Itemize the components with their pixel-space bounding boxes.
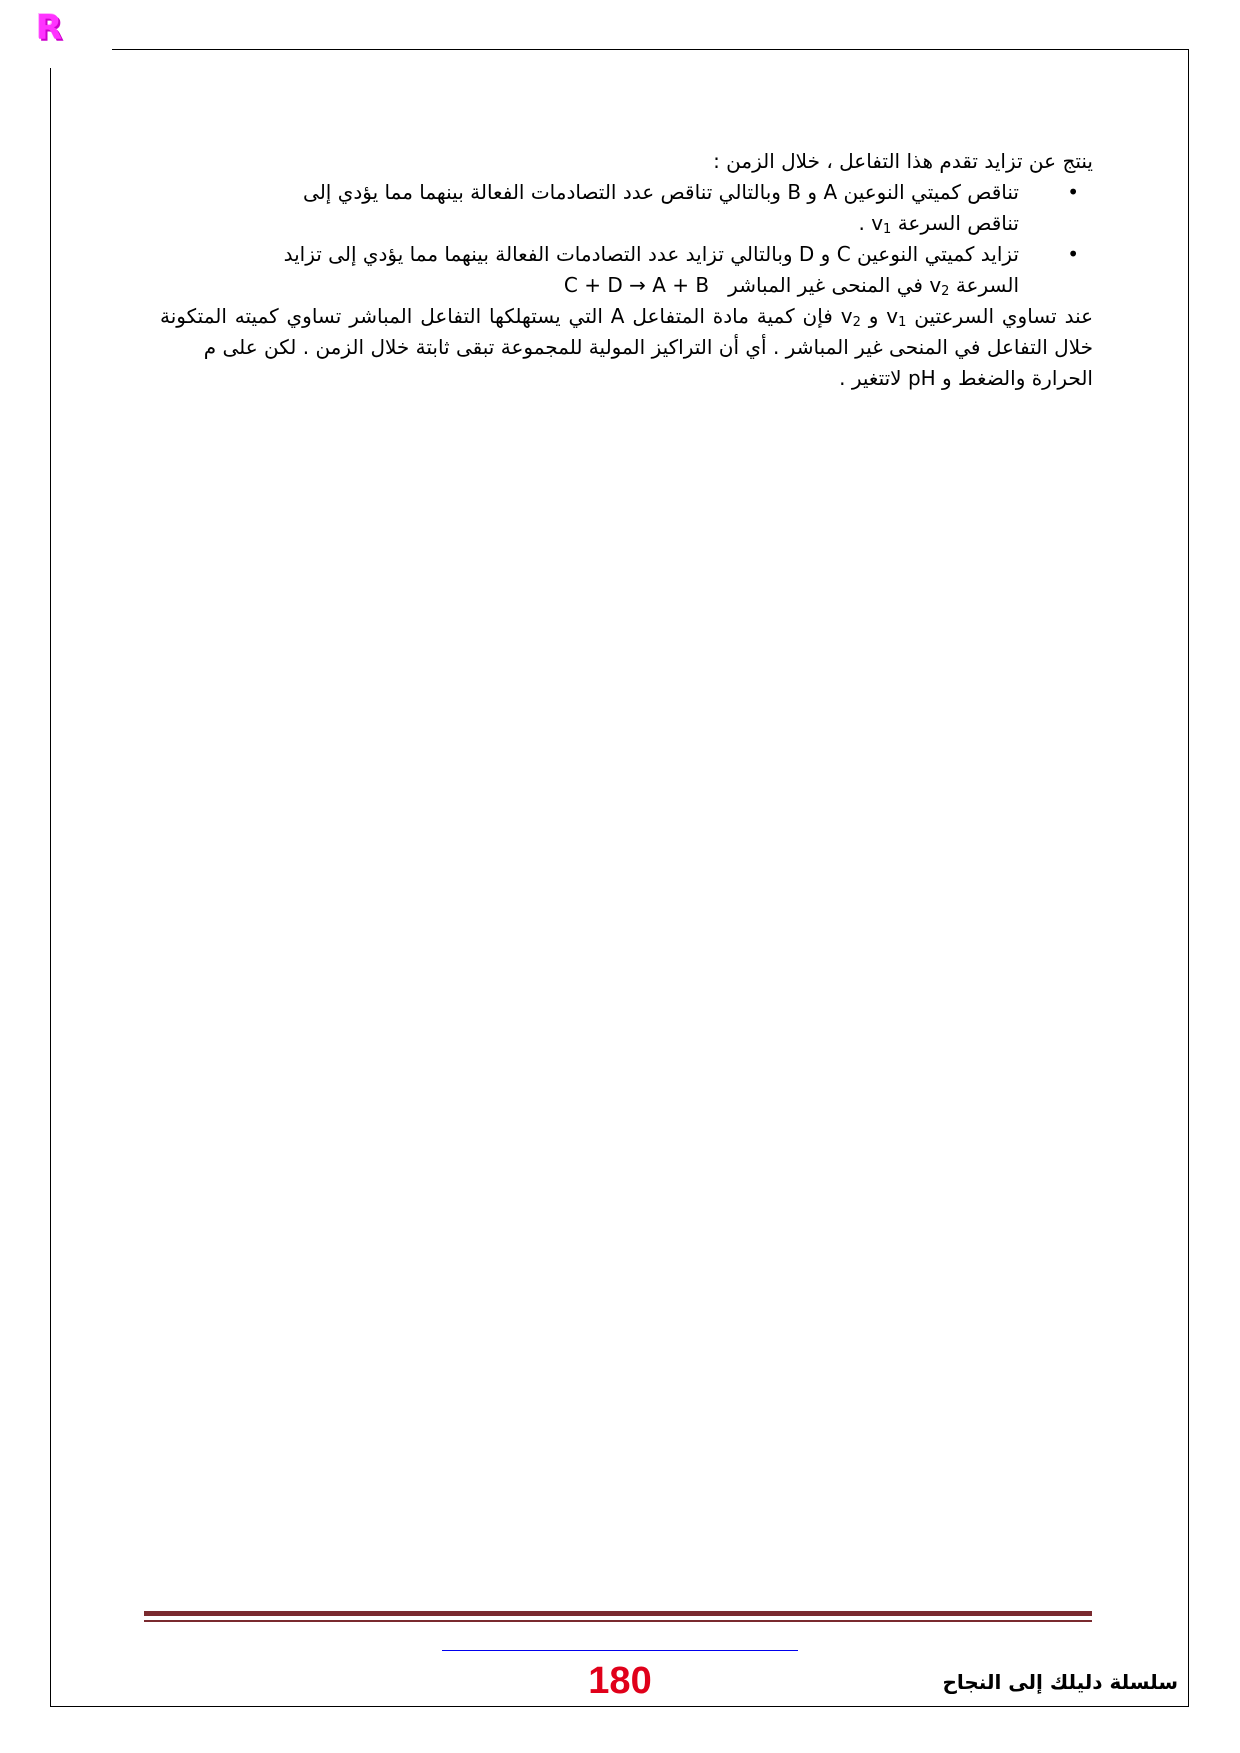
para1-velocity-1 <box>886 304 906 328</box>
bullet-icon: • <box>1067 242 1079 266</box>
para1-and: و <box>868 304 879 328</box>
velocity-subscript: 2 <box>941 284 950 299</box>
bullet-2-velocity <box>929 273 949 297</box>
velocity-subscript: 2 <box>852 315 861 330</box>
series-title: سلسلة دليلك إلى النجاح <box>942 1670 1178 1694</box>
velocity-subscript: 1 <box>898 315 907 330</box>
footer-rule-thick <box>144 1611 1092 1616</box>
bullet-1-velocity <box>871 211 891 235</box>
para1-start: عند تساوي السرعتين <box>914 304 1094 328</box>
bullet-item-2 <box>160 239 1079 301</box>
logo: R <box>36 8 63 48</box>
velocity-symbol: v <box>886 304 899 328</box>
bullet-icon: • <box>1067 180 1079 204</box>
paragraph-conditions: الحرارة والضغط و pH لاتتغير . <box>839 366 1093 390</box>
footer-link-line <box>442 1650 798 1651</box>
velocity-subscript: 1 <box>883 222 892 237</box>
velocity-symbol: v <box>840 304 853 328</box>
bullet-2-line2-text: السرعة <box>955 273 1019 297</box>
bullet-1-line1: تناقص كميتي النوعين A و B وبالتالي تناقص عدد التصادمات الفعالة بينهما مما يؤدي إلى <box>303 180 1019 204</box>
bullet-2-line1: تزايد كميتي النوعين C و D وبالتالي تزايد عدد التصادمات الفعالة بينهما مما يؤدي إلى تزايد <box>283 242 1019 266</box>
bullet-item-1 <box>160 177 1079 239</box>
intro-line: ينتج عن تزايد تقدم هذا التفاعل ، خلال الزمن : <box>713 149 1093 173</box>
page-number: 180 <box>588 1660 652 1702</box>
bullet-2-line2-mid: في المنحى غير المباشر <box>728 273 923 297</box>
page-content <box>160 146 1093 394</box>
reaction-equation: C + D → A + B <box>563 273 710 297</box>
bullet-1-line2-text: تناقص السرعة <box>897 211 1019 235</box>
velocity-symbol: v <box>871 211 884 235</box>
frame-bottom-border <box>50 1706 1189 1707</box>
paragraph-equilibrium <box>160 301 1093 363</box>
frame-left-border <box>50 68 51 1706</box>
frame-right-border <box>1188 49 1189 1706</box>
para1-rest: فإن كمية مادة المتفاعل A التي يستهلكها التفاعل المباشر تساوي كميته المتكونة خلال التفاعل في المنحى غير المباشر . أي أن التراكيز المولية للمجموعة تبقى ثابتة خلال الزمن . لكن على م <box>160 304 1093 359</box>
footer-rule-thin <box>144 1620 1092 1622</box>
bullet-1-line2-end: . <box>858 211 872 235</box>
frame-top-border <box>112 49 1188 50</box>
bullet-list <box>160 177 1093 301</box>
para1-velocity-2 <box>841 304 861 328</box>
velocity-symbol: v <box>929 273 942 297</box>
